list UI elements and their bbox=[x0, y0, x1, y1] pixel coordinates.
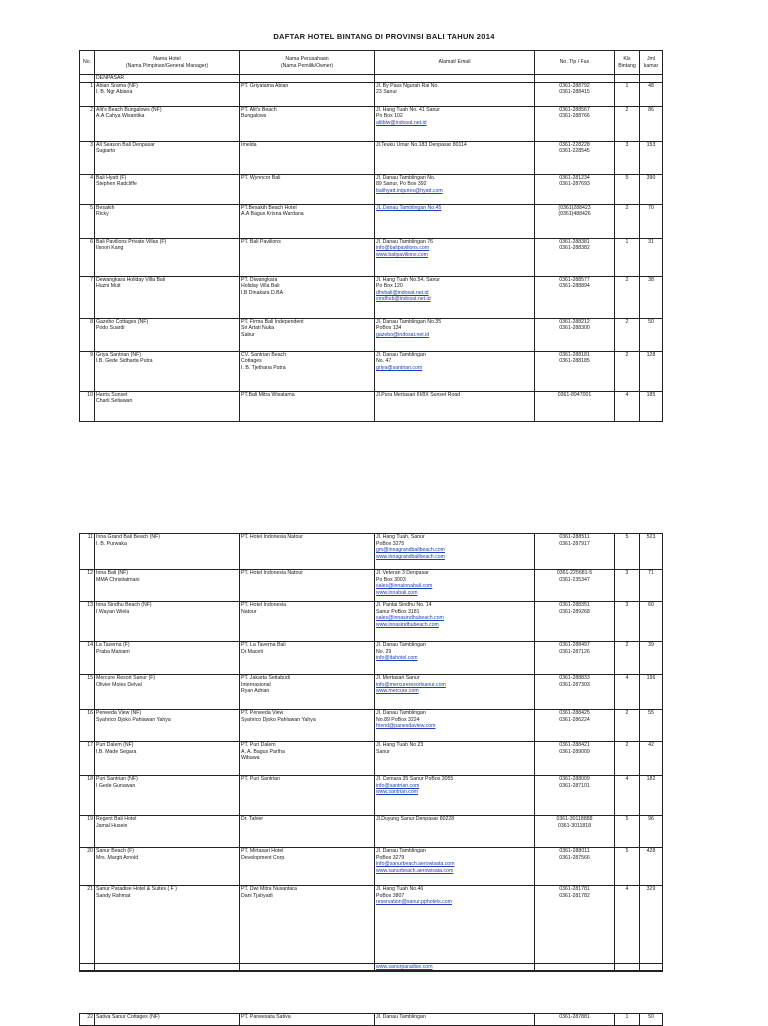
phone: 0361-288425 0361-286224 bbox=[535, 710, 615, 742]
room-count: 39 bbox=[640, 642, 663, 675]
email-website-link[interactable]: info@ltahotel.com bbox=[376, 655, 418, 662]
hotel-name: Besakih Ricky bbox=[95, 204, 240, 238]
address: Jl. Hang Tuah No 23 Sanur bbox=[375, 742, 535, 776]
address: Jl. Hang Tuah, Sanur PoBox 3275 gm@innagrandbalibeach.com www.innagrandbalibeach.com bbox=[375, 534, 535, 570]
phone: 0361-288181 0361-288185 bbox=[535, 351, 615, 391]
phone: (0361)288423 (0361)488426 bbox=[535, 204, 615, 238]
phone: 0361-288011 0361-287566 bbox=[535, 848, 615, 886]
row-number: 2 bbox=[80, 106, 95, 141]
company-name: PT. Puri Santrian bbox=[240, 776, 375, 816]
email-website-link[interactable]: info@balipavilions.com bbox=[376, 245, 430, 252]
hotel-name: La Taverna (F) Praba Maniam bbox=[95, 642, 240, 675]
room-count: 390 bbox=[640, 174, 663, 204]
email-website-link[interactable]: griya@santrian.com bbox=[376, 364, 423, 371]
table-row bbox=[80, 848, 663, 886]
hotel-name: Puri Santrian (NF) I Gede Gunawan bbox=[95, 776, 240, 816]
header-phone: No. Tlp / Fax bbox=[535, 51, 615, 75]
table-header-row bbox=[80, 51, 663, 75]
company-name: PT. Firma Bali Independent Sri Artati Nuka Sabur bbox=[240, 318, 375, 351]
email-website-link[interactable]: www.santrian.com bbox=[376, 789, 419, 796]
hotel-name: Gazebo Cottages (NF) Podo Suardi bbox=[95, 318, 240, 351]
hotel-name: Abian Srama (NF) I. B. Ngr Abiana bbox=[95, 82, 240, 106]
hotel-name: Harris Sunset Charli Setiawan bbox=[95, 391, 240, 421]
address: Jl.Duyung Sanur Denpasar 80228 bbox=[375, 816, 535, 848]
hotel-name: Griya Santrian (NF) I.B. Gede Sidharta Putra bbox=[95, 351, 240, 391]
star-class: 4 bbox=[615, 776, 640, 816]
row-number: 16 bbox=[80, 710, 95, 742]
hotel-name: Peneeda View (NF) Syahrico Djoko Pahlawan Yahya bbox=[95, 710, 240, 742]
star-class: 4 bbox=[615, 675, 640, 710]
room-count: 428 bbox=[640, 848, 663, 886]
row-number: 10 bbox=[80, 391, 95, 421]
company-name: PT. Dwi Mitra Nusantara Dani Tjahyadi bbox=[240, 886, 375, 971]
email-website-link[interactable]: www.innagrandbalibeach.com bbox=[376, 553, 445, 560]
address: Jl. Hang Tuah No.46 PoBox 3807 reservation@sanur.pphotels.com bbox=[375, 886, 535, 971]
table-row bbox=[80, 602, 663, 642]
star-class: 1 bbox=[615, 82, 640, 106]
header-hotel: Nama Hotel (Nama Pimpinan/General Manager) bbox=[95, 51, 240, 75]
email-website-link[interactable]: info@santrian.com bbox=[376, 782, 420, 789]
header-class: Kls Bintang bbox=[615, 51, 640, 75]
address: Jl. Danau Tamblingan No. 29 info@ltahotel.com bbox=[375, 642, 535, 675]
row-number: 11 bbox=[80, 534, 95, 570]
company-name: PT. Alit's Beach Bungalows bbox=[240, 106, 375, 141]
star-class: 2 bbox=[615, 106, 640, 141]
email-website-link[interactable]: gazebo@indosat.net.id bbox=[376, 331, 430, 338]
phone: 0361-281234 0361-287693 bbox=[535, 174, 615, 204]
phone: 0361-228228 0361-228545 bbox=[535, 141, 615, 174]
hotel-name: Mercure Resort Sanur (F) Olivier Moies Delval bbox=[95, 675, 240, 710]
star-class: 4 bbox=[615, 886, 640, 971]
phone: 0361-288212 0361-288300 bbox=[535, 318, 615, 351]
continuation-row bbox=[80, 964, 663, 972]
company-name: PT. Bali Pavilions bbox=[240, 238, 375, 276]
star-class: 5 bbox=[615, 848, 640, 886]
phone: 0361-288009 0361-287101 bbox=[535, 776, 615, 816]
table-row bbox=[80, 534, 663, 570]
row-number: 19 bbox=[80, 816, 95, 848]
hotel-name: All Season Bali Denpasar Sugiarto bbox=[95, 141, 240, 174]
table-row bbox=[80, 106, 663, 141]
continuation-table bbox=[79, 963, 663, 972]
company-name: PT. Paneesata Sativa bbox=[240, 1014, 375, 1026]
row-number: 6 bbox=[80, 238, 95, 276]
address bbox=[375, 204, 535, 238]
phone: 0361-288421 0361-289009 bbox=[535, 742, 615, 776]
table-row bbox=[80, 710, 663, 742]
room-count: 60 bbox=[640, 602, 663, 642]
row-number: 21 bbox=[80, 886, 95, 971]
hotel-name: Inna Grand Bali Beach (NF) I. B. Purwaka bbox=[95, 534, 240, 570]
star-class: 1 bbox=[615, 1014, 640, 1026]
hotel-name: Sativa Sanur Cottages (NF) bbox=[95, 1014, 240, 1026]
table-row bbox=[80, 318, 663, 351]
star-class: 3 bbox=[615, 570, 640, 602]
hotel-table-page-3 bbox=[79, 1013, 663, 1026]
email-website-link[interactable]: www.innabali.com bbox=[376, 589, 418, 596]
email-website-link[interactable]: gm@innagrandbalibeach.com bbox=[376, 547, 445, 554]
hotel-name: Bali Hyatt (F) Stephen Radcliffe bbox=[95, 174, 240, 204]
row-number: 18 bbox=[80, 776, 95, 816]
star-class: 2 bbox=[615, 642, 640, 675]
email-website-link[interactable]: sales@innasindhubeach.com bbox=[376, 615, 444, 622]
room-count: 71 bbox=[640, 570, 663, 602]
email-website-link[interactable]: sales@innainnabali.com bbox=[376, 583, 433, 590]
company-name: PT. Hotel Indonesia Natour bbox=[240, 602, 375, 642]
room-count: 523 bbox=[640, 534, 663, 570]
address: Jl.Teuku Umar No.183 Denpasar 80114 bbox=[375, 141, 535, 174]
star-class: 1 bbox=[615, 238, 640, 276]
company-name: PT. Hotel Indonesia Natour bbox=[240, 570, 375, 602]
room-count: 38 bbox=[640, 276, 663, 318]
table-row bbox=[80, 886, 663, 971]
table-row bbox=[80, 204, 663, 238]
header-address: Alamat/ Email bbox=[375, 51, 535, 75]
phone: 0361-281781 0361-281782 bbox=[535, 886, 615, 971]
company-name: PT. La Taverna Bali Dr.Maceti bbox=[240, 642, 375, 675]
star-class: 5 bbox=[615, 174, 640, 204]
table-row bbox=[80, 816, 663, 848]
email-website-link[interactable]: reservation@sanur.pphotels.com bbox=[376, 899, 452, 906]
address: Jl. Hang Tuah No. 41 Sanur Po Box 102 alitblw@indosat.net.id bbox=[375, 106, 535, 141]
row-number: 7 bbox=[80, 276, 95, 318]
address: Jl. Hang Tuah No.54, Sanur Po Box 120 dhvbali@indosat.net.id smdhub@indosat.net.id bbox=[375, 276, 535, 318]
company-name: PT. Wynncor Bali bbox=[240, 174, 375, 204]
address: Jl. Veteran 3 Denpasar Po Box 3003 sales@innainnabali.com www.innabali.com bbox=[375, 570, 535, 602]
address: Jl. Cemara 35 Sanur PoBox 3055 info@santrian.com www.santrian.com bbox=[375, 776, 535, 816]
phone: 0361-288833 0361-287303 bbox=[535, 675, 615, 710]
address: Jl. Danau Tamblingan No. 89 Sanur, Po Box 392 balihyatt.inquries@hyatt.com bbox=[375, 174, 535, 204]
hotel-table-page-2 bbox=[79, 533, 663, 971]
phone: 0361-30118888 0361-3011818 bbox=[535, 816, 615, 848]
address: Jl. By Pass Ngurah Rai No. 23 Sanur bbox=[375, 82, 535, 106]
address: Jl. Danau Tamblingan No.89 PoBox 3224 friend@panesdaview.com bbox=[375, 710, 535, 742]
room-count: 31 bbox=[640, 238, 663, 276]
room-count: 329 bbox=[640, 886, 663, 971]
row-number: 3 bbox=[80, 141, 95, 174]
room-count: 196 bbox=[640, 675, 663, 710]
address: Jl. Danau Tamblingan No. 47 griya@santrian.com bbox=[375, 351, 535, 391]
row-number: 12 bbox=[80, 570, 95, 602]
room-count: 182 bbox=[640, 776, 663, 816]
star-class: 2 bbox=[615, 351, 640, 391]
table-row bbox=[80, 174, 663, 204]
row-number: 5 bbox=[80, 204, 95, 238]
hotel-name: Puri Dalem (NF) I.B. Made Segara bbox=[95, 742, 240, 776]
row-number: 14 bbox=[80, 642, 95, 675]
email-website-link[interactable]: alitblw@indosat.net.id bbox=[376, 119, 427, 126]
phone: 0361-287881 bbox=[535, 1014, 615, 1026]
phone: 0361-288511 0361-287917 bbox=[535, 534, 615, 570]
room-count: 185 bbox=[640, 391, 663, 421]
room-count: 55 bbox=[640, 710, 663, 742]
star-class: 3 bbox=[615, 602, 640, 642]
table-row bbox=[80, 675, 663, 710]
address: Jl. Pantai Sindhu No. 14 Sanur PoBox 3181 sales@innasindhubeach.com www.innasindhubeach.com bbox=[375, 602, 535, 642]
row-number: 9 bbox=[80, 351, 95, 391]
company-name: PT. Peneeda View Syahrico Djoko Pahlawan Yahya bbox=[240, 710, 375, 742]
company-name: PT. Griyatama Abian bbox=[240, 82, 375, 106]
header-company: Nama Perusahaan (Nama Pemilik/Owner) bbox=[240, 51, 375, 75]
room-count: 96 bbox=[640, 816, 663, 848]
address: Jl. Mertasari Sanur info@mercureresortsanur.com www.mercure.com bbox=[375, 675, 535, 710]
address: Jl.Pura Mertasari III/8X Sunset Road bbox=[375, 391, 535, 421]
region-label: DENPASAR bbox=[95, 75, 240, 83]
hotel-name: Regent Bali Hotel Jamal Husein bbox=[95, 816, 240, 848]
star-class: 5 bbox=[615, 816, 640, 848]
company-name: PT.Besakih Beach Hotel A.A Bagus Krisna Wardana bbox=[240, 204, 375, 238]
hotel-name: Bali Pavilions Private Villas (F) Ilsoon Kang bbox=[95, 238, 240, 276]
company-name: PT. Puri Dalem A. A. Bagus Partha Wibawa bbox=[240, 742, 375, 776]
row-number: 15 bbox=[80, 675, 95, 710]
room-count: 42 bbox=[640, 742, 663, 776]
star-class: 2 bbox=[615, 742, 640, 776]
email-website-link[interactable]: www.balipavilions.com bbox=[376, 251, 428, 258]
phone: 0361-8947001 bbox=[535, 391, 615, 421]
address: Jl. Danau Tamblingan bbox=[375, 1014, 535, 1026]
company-name: PT. Jakarta Setiabudi Internasional Ryan Adrian bbox=[240, 675, 375, 710]
star-class: 2 bbox=[615, 204, 640, 238]
company-name: PT. Hotel Indonesia Natour bbox=[240, 534, 375, 570]
table-row bbox=[80, 82, 663, 106]
email-website-link[interactable]: www.sanurbeach.aerowisata.com bbox=[376, 867, 454, 874]
hotel-name: Alit's Beach Bungalows (NF) A.A Cahya Wisantika bbox=[95, 106, 240, 141]
table-row bbox=[80, 351, 663, 391]
room-count: 70 bbox=[640, 204, 663, 238]
address: Jl. Danau Tamblingan PoBox 3279 info@sanurbeach.aerowisata.com www.sanurbeach.aerowisata.com bbox=[375, 848, 535, 886]
phone: 0361-288792 0361-288415 bbox=[535, 82, 615, 106]
row-number: 4 bbox=[80, 174, 95, 204]
address: Jl. Danau Tamblingan No.35 PoBox 134 gazebo@indosat.net.id bbox=[375, 318, 535, 351]
header-no: No. bbox=[80, 51, 95, 75]
room-count: 48 bbox=[640, 82, 663, 106]
star-class: 5 bbox=[615, 534, 640, 570]
company-name: CV. Santrian Beach Cottages I. B. Tjethana Putra bbox=[240, 351, 375, 391]
table-row bbox=[80, 141, 663, 174]
email-website-link[interactable]: dhvbali@indosat.net.id bbox=[376, 289, 429, 296]
email-website-link[interactable]: friend@panesdaview.com bbox=[376, 723, 436, 730]
star-class: 4 bbox=[615, 391, 640, 421]
row-number: 8 bbox=[80, 318, 95, 351]
company-name: PT.Bali Mitra Wisatama bbox=[240, 391, 375, 421]
phone: 0361-288577 0361-288894 bbox=[535, 276, 615, 318]
hotel-table-page-1 bbox=[79, 50, 663, 422]
row-number: 17 bbox=[80, 742, 95, 776]
star-class: 2 bbox=[615, 276, 640, 318]
email-website-link[interactable]: balihyatt.inquries@hyatt.com bbox=[376, 187, 443, 194]
table-row bbox=[80, 276, 663, 318]
hotel-name: Inna Sindhu Beach (NF) I Wayan Wiela bbox=[95, 602, 240, 642]
table-row bbox=[80, 642, 663, 675]
star-class: 3 bbox=[615, 141, 640, 174]
room-count: 50 bbox=[640, 1014, 663, 1026]
address: Jl. Danau Tamblingan 76 info@balipavilions.com www.balipavilions.com bbox=[375, 238, 535, 276]
phone: 0361-288567 0361-288766 bbox=[535, 106, 615, 141]
room-count: 50 bbox=[640, 318, 663, 351]
table-row bbox=[80, 238, 663, 276]
row-number: 13 bbox=[80, 602, 95, 642]
company-name: Dr. Tahier bbox=[240, 816, 375, 848]
phone: 0361-225681-5 0361-235347 bbox=[535, 570, 615, 602]
email-website-link[interactable]: www.innasindhubeach.com bbox=[376, 621, 439, 628]
email-website-link[interactable]: smdhub@indosat.net.id bbox=[376, 296, 431, 303]
company-name: Imelda bbox=[240, 141, 375, 174]
email-website-link[interactable]: www.mercure.com bbox=[376, 688, 419, 695]
company-name: PT. Diwangkara Holiday Villa Bali I.B Dinakara D.BA bbox=[240, 276, 375, 318]
email-website-link[interactable]: info@sanurbeach.aerowisata.com bbox=[376, 861, 455, 868]
row-number: 20 bbox=[80, 848, 95, 886]
hotel-name: Sanur Paradise Hotel & Suites ( F ) Sandy Rahmat bbox=[95, 886, 240, 971]
phone: 0361-288497 0361-287126 bbox=[535, 642, 615, 675]
room-count: 128 bbox=[640, 351, 663, 391]
hotel-name: Inna Bali (NF) MMA Christiatmani bbox=[95, 570, 240, 602]
header-rooms: Jml kamar bbox=[640, 51, 663, 75]
room-count: 153 bbox=[640, 141, 663, 174]
page-title: DAFTAR HOTEL BINTANG DI PROVINSI BALI TAHUN 2014 bbox=[273, 32, 495, 41]
row-number: 1 bbox=[80, 82, 95, 106]
company-name: PT. Mirtasari Hotel Development Corp. bbox=[240, 848, 375, 886]
table-row bbox=[80, 391, 663, 421]
hotel-name: Sanur Beach (F) Mrs. Margit Arnold bbox=[95, 848, 240, 886]
star-class: 2 bbox=[615, 318, 640, 351]
table-row bbox=[80, 776, 663, 816]
room-count: 86 bbox=[640, 106, 663, 141]
table-row bbox=[80, 742, 663, 776]
phone: 0361-288381 0361-288382 bbox=[535, 238, 615, 276]
email-website-link[interactable]: JL.Danau Tamblingan No.45 bbox=[376, 204, 442, 211]
region-row bbox=[80, 75, 663, 83]
hotel-name: Dewangkara Holiday Villa Bali Huzni Muit bbox=[95, 276, 240, 318]
row-number: 22 bbox=[80, 1014, 95, 1026]
email-website-link[interactable]: info@mercureresortsanur.com bbox=[376, 681, 446, 688]
phone: 0361-288351 0361-289268 bbox=[535, 602, 615, 642]
continuation-website-link[interactable]: www.sanurparadise.com bbox=[376, 964, 433, 970]
star-class: 2 bbox=[615, 710, 640, 742]
table-row bbox=[80, 570, 663, 602]
